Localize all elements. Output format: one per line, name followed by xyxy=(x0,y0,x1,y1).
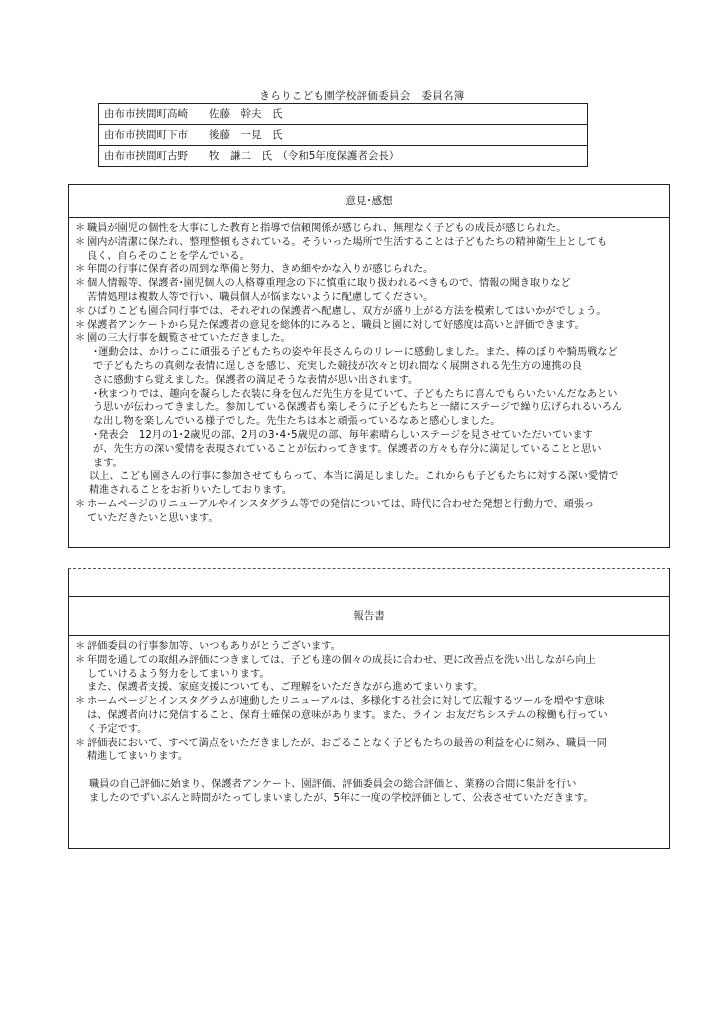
event-sports-day xyxy=(75,346,663,387)
report-body xyxy=(69,636,669,806)
text-line: ていただきたいと思います。 xyxy=(87,512,219,524)
text-line: 園の三大行事を観覧させていただきました。 xyxy=(87,333,291,345)
text-line: 精進してまいります。 xyxy=(87,751,189,763)
text-line: 精進されることをお祈りいたしております。 xyxy=(89,485,292,497)
bullet-mark: ＊ xyxy=(75,498,86,510)
opinion-section xyxy=(68,184,670,548)
text-line: 園内が清潔に保たれ、整理整頓もされている。そういった場所で生活することは子どもたちの精神衛生上としても xyxy=(87,236,608,248)
bullet-mark: ＊ xyxy=(75,696,86,708)
member-entry: 由布市挟間町下市 後藤 一見 氏 xyxy=(99,125,588,146)
text-line: ホームページとインスタグラムが連動したリニューアルは、多様化する社会に対して広報するツールを増やす意味 xyxy=(87,696,605,708)
member-row xyxy=(99,104,588,125)
text-line: ます。 xyxy=(93,457,123,469)
opinion-body xyxy=(69,218,669,526)
text-line: 個人情報等、保護者･園児個人の人格尊重理念の下に慎重に取り扱われるべきもので、情報の聞き取りなど xyxy=(87,278,571,290)
opinion-closing xyxy=(75,470,663,498)
text-line: が、先生方の深い愛情を表現されていることが伝わってきます。保護者の方々も存分に満足していることと思い xyxy=(93,443,602,455)
member-entry: 由布市挟間町古野 牧 謙二 氏 （令和5年度保護者会長） xyxy=(99,146,588,167)
opinion-item xyxy=(75,222,663,236)
opinion-item xyxy=(75,332,663,346)
opinion-item xyxy=(75,498,663,526)
member-entry: 由布市挟間町高崎 佐藤 幹夫 氏 xyxy=(99,104,588,125)
bullet-mark: ＊ xyxy=(75,319,86,331)
text-line: う思いが伝わってきました。参加している保護者も楽しそうに子どもたちと一緒にステージで繰り広げられるいろん xyxy=(93,402,623,414)
divider-line xyxy=(68,568,670,569)
opinion-item xyxy=(75,305,663,319)
bullet-mark: ＊ xyxy=(75,264,86,276)
text-line: また、保護者支援、家庭支援についても、ご理解をいただきながら進めてまいります。 xyxy=(87,682,484,694)
opinion-item xyxy=(75,236,663,264)
section-spacer xyxy=(68,568,670,596)
report-item xyxy=(75,695,663,736)
bullet-mark: ＊ xyxy=(75,305,86,317)
event-autumn-festival xyxy=(75,388,663,429)
text-line: 保護者アンケートから見た保護者の意見を総体的にみると、職員と園に対して好感度は高いと評価できます。 xyxy=(87,319,585,331)
report-heading: 報告書 xyxy=(69,597,669,636)
text-line: 職員が園児の個性を大事にした教育と指導で信頼関係が感じられ、無理なく子どもの成長が感じられた。 xyxy=(87,223,567,234)
report-closing xyxy=(75,778,663,806)
text-line: 苦情処理は複数人等で行い、職員個人が悩まないように配慮してください。 xyxy=(87,291,434,303)
member-row xyxy=(99,146,588,167)
opinion-heading: 意見･感想 xyxy=(69,185,669,218)
text-line: 以上、こども園さんの行事に参加させてもらって、本当に満足しました。これからも子どもたちに対する深い愛情で xyxy=(89,471,619,483)
text-line: は、保護者向けに発信すること、保育士確保の意味があります。また、ライン お友だちシステムの稼働も行ってい xyxy=(87,709,608,721)
opinion-item xyxy=(75,319,663,333)
report-item xyxy=(75,640,663,654)
text-line: さに感動すら覚えました。保護者の満足そうな表情が思い出されます。 xyxy=(93,374,419,386)
text-line: ･秋まつりでは、趣向を凝らした衣装に身を包んだ先生方を見ていて、子どもたちに喜んでもらいたいんだなあとい xyxy=(93,388,618,400)
blank-line xyxy=(75,764,663,778)
report-item xyxy=(75,737,663,765)
bullet-mark: ＊ xyxy=(75,223,86,234)
event-recital xyxy=(75,429,663,470)
bullet-mark: ＊ xyxy=(75,641,86,652)
bullet-mark: ＊ xyxy=(75,654,86,666)
text-line: ･発表会 12月の1･2歳児の部、2月の3･4･5歳児の部、毎年素晴らしいステージを見させていただいています xyxy=(93,429,593,441)
opinion-item xyxy=(75,263,663,277)
text-line: く予定です。 xyxy=(87,723,148,735)
bullet-mark: ＊ xyxy=(75,236,86,248)
report-section xyxy=(68,596,670,849)
bullet-mark: ＊ xyxy=(75,333,86,345)
text-line: な出し物を楽しんでいる様子でした。先生たちは本と頑張っているなあと感心しました。 xyxy=(93,416,501,428)
text-line: していけるよう努力をしてまいります。 xyxy=(87,668,270,680)
opinion-item xyxy=(75,277,663,305)
member-list-table xyxy=(98,103,588,167)
text-line: 評価委員の行事参加等、いつもありがとうございます。 xyxy=(87,641,341,652)
bullet-mark: ＊ xyxy=(75,278,86,290)
member-row xyxy=(99,125,588,146)
report-item-continuation xyxy=(75,681,663,695)
text-line: 職員の自己評価に始まり、保護者アンケート、園評価、評価委員会の総合評価と、業務の合間に集計を行い xyxy=(89,778,577,790)
document-title: きらりこども園学校評価委員会 委員名簿 xyxy=(259,90,465,102)
text-line: 良く、自らそのことを学んでいる。 xyxy=(87,250,250,262)
bullet-mark: ＊ xyxy=(75,737,86,749)
text-line: ひばりこども園合同行事では、それぞれの保護者へ配慮し、双方が盛り上がる方法を模索してはいかがでしょう。 xyxy=(87,305,607,317)
text-line: 年間の行事に保育者の周到な準備と努力、きめ細やかな入りが感じられた。 xyxy=(87,264,434,276)
report-item xyxy=(75,654,663,682)
text-line: で子どもたちの真剣な表情に逞しさを感じ、充実した競技が次々と切れ間なく展開される先生方の連携の良 xyxy=(93,360,582,372)
text-line: 評価表において、すべて満点をいただきましたが、おごることなく子どもたちの最善の利益を心に刻み、職員一同 xyxy=(87,737,607,749)
text-line: ･運動会は、かけっこに頑張る子どもたちの姿や年長さんらのリレーに感動しました。また、棒のぼりや騎馬戦など xyxy=(93,347,618,359)
text-line: ホームページのリニューアルやインスタグラム等での発信については、時代に合わせた発想と行動力で、頑張っ xyxy=(87,498,595,510)
text-line: ましたのでずいぶんと時間がたってしまいましたが、5年に一度の学校評価として、公表させていただきます。 xyxy=(89,792,594,804)
text-line: 年間を通しての取組み評価につきましては、子ども達の個々の成長に合わせ、更に改善点を洗い出しながら向上 xyxy=(87,654,596,666)
